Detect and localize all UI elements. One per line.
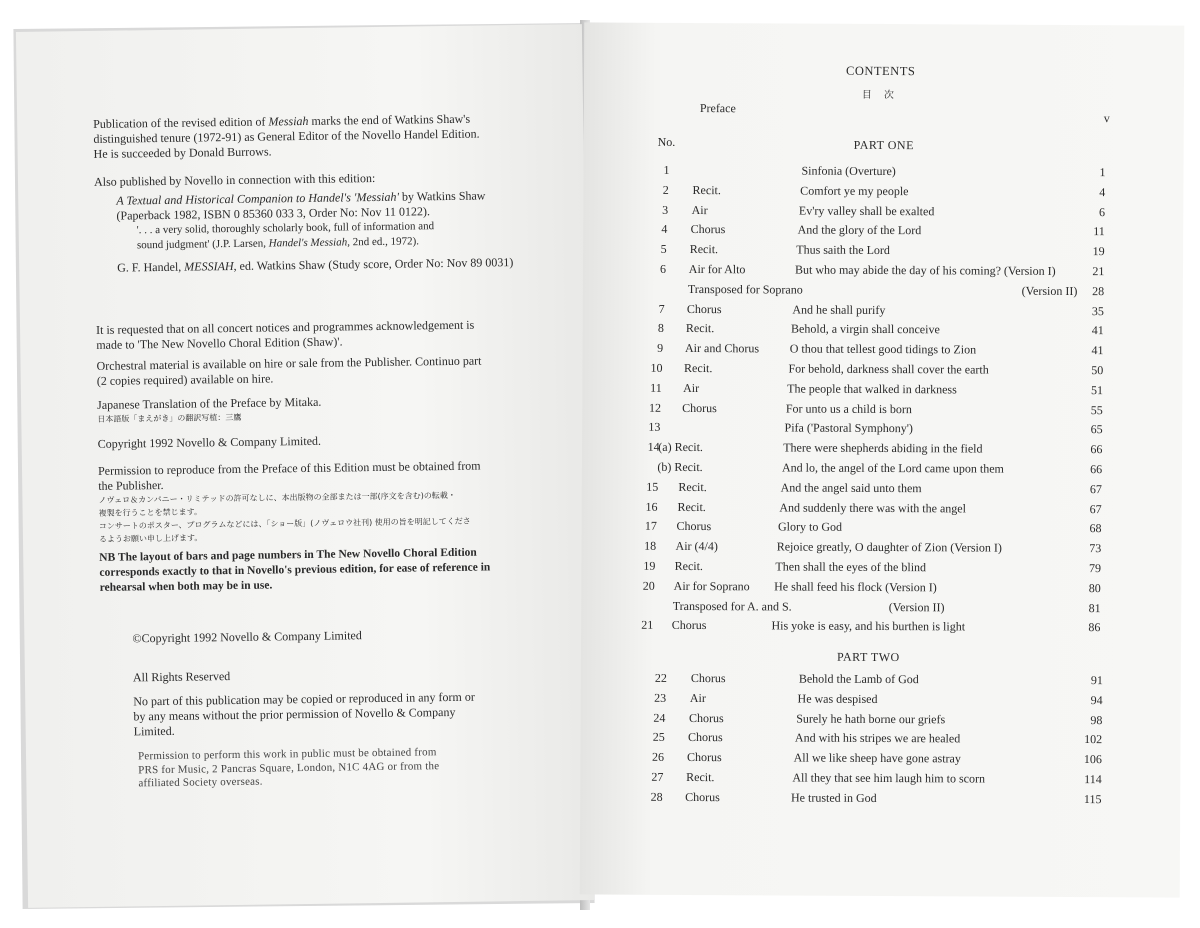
- row-page: 114: [1084, 772, 1102, 787]
- row-title: Sinfonia (Overture): [801, 163, 896, 179]
- row-type: Chorus: [685, 789, 720, 804]
- row-number: 10: [650, 360, 663, 375]
- poster-jp2: るようお願い申し上げます。: [98, 533, 203, 544]
- row-title: And he shall purify: [792, 302, 886, 317]
- row-type: Recit.: [684, 360, 713, 376]
- row-number: 11: [650, 380, 662, 395]
- contents-row: [581, 618, 1181, 641]
- row-type: (a) Recit.: [658, 440, 703, 455]
- pub-text-line3: He is succeeded by Donald Burrows.: [93, 144, 272, 161]
- row-type: (b) Recit.: [657, 459, 703, 475]
- row-title: Then shall the eyes of the blind: [775, 559, 927, 575]
- row-title: Thus saith the Lord: [796, 242, 890, 258]
- number-header: No.: [657, 134, 676, 149]
- row-type: Air for Soprano: [673, 578, 750, 594]
- pub-text-c: marks the end of Watkins Shaw's: [308, 111, 471, 128]
- row-title: The people that walked in darkness: [787, 381, 957, 397]
- row-number: 20: [642, 578, 655, 593]
- row-number: 18: [644, 538, 657, 554]
- row-title: Glory to God: [778, 519, 843, 535]
- pub-text-a: Publication of the revised edition of: [93, 114, 269, 131]
- row-number: 28: [650, 789, 663, 804]
- row-number: 13: [648, 420, 661, 435]
- row-type: Recit.: [674, 558, 703, 574]
- row-page: 73: [1089, 541, 1102, 556]
- row-page: 28: [1092, 283, 1105, 298]
- row-page: 94: [1090, 692, 1103, 707]
- row-page: 55: [1090, 402, 1103, 417]
- noparts-line3: Limited.: [133, 723, 175, 739]
- row-number: 23: [654, 690, 667, 705]
- study-score: [117, 254, 557, 275]
- row-number: 9: [657, 341, 664, 356]
- row-type: Chorus: [690, 222, 726, 237]
- row-title: He shall feed his flock (Version I): [774, 579, 937, 595]
- row-title: And with his stripes we are healed: [794, 730, 961, 746]
- row-page: 51: [1091, 382, 1104, 397]
- row-type: Chorus: [686, 301, 722, 316]
- row-number: 7: [658, 301, 665, 316]
- study-score-a: G. F. Handel,: [117, 259, 185, 275]
- row-page: 66: [1090, 462, 1103, 477]
- nb-note: [99, 544, 562, 595]
- row-title: He trusted in God: [790, 790, 877, 805]
- part-one-heading: PART ONE: [853, 137, 914, 153]
- part-two-heading: PART TWO: [836, 649, 900, 665]
- row-number: 17: [644, 519, 657, 534]
- row-title: Behold, a virgin shall conceive: [791, 321, 940, 337]
- row-page: 35: [1091, 303, 1104, 318]
- nb-line1: NB The layout of bars and page numbers in The New Novello Choral Edition: [99, 546, 477, 564]
- perform-paragraph: [138, 744, 559, 790]
- row-title: Ev'ry valley shall be exalted: [798, 203, 935, 218]
- row-number: 4: [661, 222, 668, 237]
- companion-quote1: '. . . a very solid, thoroughly scholarly book, full of information and: [136, 220, 435, 237]
- companion-quote2a: sound judgment' (J.P. Larsen,: [136, 237, 269, 252]
- contents-title-jp: 目次: [861, 89, 906, 102]
- poster-jp1: コンサートのポスター、プログラムなどには、「ショー版」(ノヴェロウ社刊) 使用の旨を明記してくださ: [98, 516, 471, 531]
- companion-title: A Textual and Historical Companion to Handel's 'Messiah': [116, 189, 400, 208]
- permission-paragraph: [98, 457, 559, 545]
- all-rights-reserved: All Rights Reserved: [132, 669, 231, 685]
- row-title: O thou that tellest good tidings to Zion: [789, 341, 977, 357]
- row-number: 1: [663, 162, 670, 177]
- row-title: Behold the Lamb of God: [798, 671, 919, 687]
- row-page: 21: [1092, 264, 1105, 279]
- translation-jp: 日本語版「まえがき」の翻訳写植：三鷹: [97, 412, 242, 424]
- orchestral-line2: (2 copies required) available on hire.: [96, 371, 274, 388]
- row-number: 2: [662, 182, 669, 197]
- row-number: 19: [643, 558, 656, 573]
- pub-text-line2: distinguished tenure (1972-91) as General Editor of the Novello Handel Edition.: [93, 126, 480, 146]
- row-type: Air: [683, 380, 700, 395]
- permission-line2: the Publisher.: [98, 477, 164, 493]
- row-type: Recit.: [677, 499, 706, 514]
- row-number: 12: [649, 400, 662, 415]
- row-title: There were shepherds abiding in the field: [783, 440, 983, 456]
- perform-line1: Permission to perform this work in public must be obtained from: [137, 746, 437, 763]
- row-title: (Version II): [1021, 283, 1078, 298]
- nb-line3: rehearsal when both may be in use.: [99, 579, 273, 594]
- copyright-symbol-line: ©Copyright 1992 Novello & Company Limited: [132, 628, 362, 646]
- row-title: He was despised: [797, 691, 878, 706]
- row-title: Surely he hath borne our griefs: [796, 711, 946, 726]
- request-line1: It is requested that on all concert notices and programmes acknowledgement is: [95, 317, 475, 337]
- row-type: Recit.: [689, 242, 719, 257]
- row-title: And suddenly there was with the angel: [779, 500, 967, 516]
- row-number: 3: [662, 202, 669, 217]
- row-number: 25: [652, 730, 665, 745]
- companion-quote2b: Handel's Messiah: [268, 236, 348, 250]
- row-page: 98: [1090, 712, 1103, 727]
- pub-text-title: Messiah: [268, 113, 309, 129]
- row-title: (Version II): [888, 599, 945, 614]
- companion-quote2c: , 2nd ed., 1972).: [347, 235, 420, 249]
- row-title: And lo, the angel of the Lord came upon them: [781, 460, 1004, 476]
- nb-line2: corresponds exactly to that in Novello's previous edition, for ease of reference in: [99, 561, 491, 579]
- row-page: 80: [1088, 580, 1101, 595]
- orchestral-line1: Orchestral material is available on hire or sale from the Publisher. Continuo part: [96, 353, 482, 373]
- row-title: All we like sheep have gone astray: [793, 750, 961, 766]
- row-page: 91: [1090, 673, 1103, 688]
- row-type: Recit.: [678, 479, 707, 494]
- row-number: 26: [651, 749, 665, 765]
- noparts-line2: by any means without the prior permission of Novello & Company: [133, 704, 456, 724]
- row-page: 115: [1083, 791, 1102, 806]
- row-page: 106: [1083, 752, 1102, 767]
- row-type: Transposed for Soprano: [687, 281, 803, 297]
- companion-details: (Paperback 1982, ISBN 0 85360 033 3, Order No: Nov 11 0122).: [116, 204, 431, 223]
- companion-author: by Watkins Shaw: [398, 188, 486, 204]
- row-number: 14: [647, 439, 660, 455]
- row-type: Chorus: [676, 519, 712, 534]
- row-page: 11: [1093, 224, 1105, 239]
- row-title: But who may abide the day of his coming? (Version I): [794, 262, 1056, 278]
- row-type: Chorus: [687, 750, 722, 765]
- row-type: Recit.: [686, 769, 715, 785]
- row-page: 6: [1099, 204, 1106, 219]
- row-title: For unto us a child is born: [785, 401, 912, 416]
- translation-note: [97, 391, 557, 425]
- row-title: And the glory of the Lord: [797, 222, 922, 238]
- row-type: Air for Alto: [688, 261, 746, 277]
- contents-title: CONTENTS: [846, 63, 916, 79]
- row-type: Chorus: [688, 710, 724, 725]
- row-page: 67: [1089, 481, 1102, 496]
- row-page: 81: [1088, 600, 1101, 615]
- row-number: 24: [653, 710, 666, 725]
- row-page: 102: [1084, 732, 1103, 747]
- study-score-b: MESSIAH: [184, 258, 234, 274]
- row-type: Recit.: [692, 182, 721, 197]
- copyright-line: Copyright 1992 Novello & Company Limited.: [97, 433, 322, 451]
- row-number: 16: [645, 499, 658, 514]
- row-page: 79: [1088, 561, 1102, 576]
- no-parts-paragraph: [133, 689, 554, 740]
- permission-jp2: 複製を行うことを禁じます。: [98, 507, 203, 518]
- request-line2: made to 'The New Novello Choral Edition (Shaw)'.: [96, 334, 343, 352]
- row-page: 67: [1089, 501, 1102, 516]
- publication-paragraph: [93, 111, 554, 162]
- row-page: 68: [1089, 521, 1102, 536]
- row-page: 86: [1088, 620, 1101, 635]
- row-title: And the angel said unto them: [780, 480, 922, 496]
- row-type: Transposed for A. and S.: [672, 598, 792, 614]
- row-page: 1: [1099, 165, 1106, 180]
- row-title: For behold, darkness shall cover the earth: [788, 361, 989, 377]
- row-page: 41: [1091, 323, 1104, 338]
- row-number: 6: [659, 261, 667, 276]
- row-number: 22: [654, 670, 667, 685]
- perform-line3: affiliated Society overseas.: [138, 775, 263, 790]
- permission-line1: Permission to reproduce from the Preface of this Edition must be obtained from: [97, 458, 481, 478]
- orchestral-paragraph: [96, 352, 556, 388]
- row-page: 66: [1090, 442, 1103, 457]
- row-number: 21: [641, 618, 654, 633]
- row-title: Rejoice greatly, O daughter of Zion (Version I): [776, 539, 1002, 555]
- row-type: Chorus: [690, 671, 726, 686]
- row-title: All they that see him laugh him to scorn: [792, 770, 986, 786]
- also-published: Also published by Novello in connection with this edition:: [93, 170, 376, 189]
- row-type: Chorus: [687, 730, 723, 745]
- row-number: 27: [651, 769, 664, 784]
- row-type: Chorus: [682, 400, 717, 415]
- row-page: 65: [1090, 422, 1103, 437]
- row-number: 8: [657, 321, 664, 336]
- noparts-line1: No part of this publication may be copied or reproduced in any form or: [133, 689, 475, 709]
- perform-line2: PRS for Music, 2 Pancras Square, London, N1C 4AG or from the: [138, 759, 440, 776]
- row-title: Comfort ye my people: [800, 183, 909, 198]
- row-type: Air and Chorus: [684, 341, 760, 356]
- row-page: 4: [1099, 184, 1106, 199]
- row-type: Recit.: [685, 321, 715, 336]
- study-score-c: , ed. Watkins Shaw (Study score, Order No: Nov 89 0031): [233, 255, 514, 273]
- companion-entry: [116, 188, 547, 254]
- request-paragraph: [96, 316, 556, 352]
- preface-label: Preface: [699, 101, 736, 116]
- row-page: 50: [1091, 363, 1104, 378]
- row-type: Air: [691, 202, 708, 217]
- row-type: Air (4/4): [675, 539, 718, 554]
- row-page: 41: [1091, 343, 1104, 358]
- permission-jp1: ノヴェロ＆カンパニー・リミテッドの許可なしに、本出版物の全部または一部(序文を含む)の転載・: [98, 490, 456, 505]
- row-number: 5: [660, 242, 667, 257]
- row-type: Air: [689, 690, 706, 705]
- row-page: 19: [1092, 244, 1105, 259]
- contents-row: [580, 789, 1180, 812]
- left-page: [16, 24, 594, 908]
- contents-page: [580, 22, 1185, 897]
- row-number: 15: [646, 479, 659, 494]
- translation-line: Japanese Translation of the Preface by Mitaka.: [97, 394, 322, 412]
- row-title: Pifa ('Pastoral Symphony'): [784, 420, 913, 436]
- row-type: Chorus: [671, 618, 707, 633]
- row-title: His yoke is easy, and his burthen is light: [771, 618, 966, 634]
- preface-page: v: [1103, 111, 1110, 126]
